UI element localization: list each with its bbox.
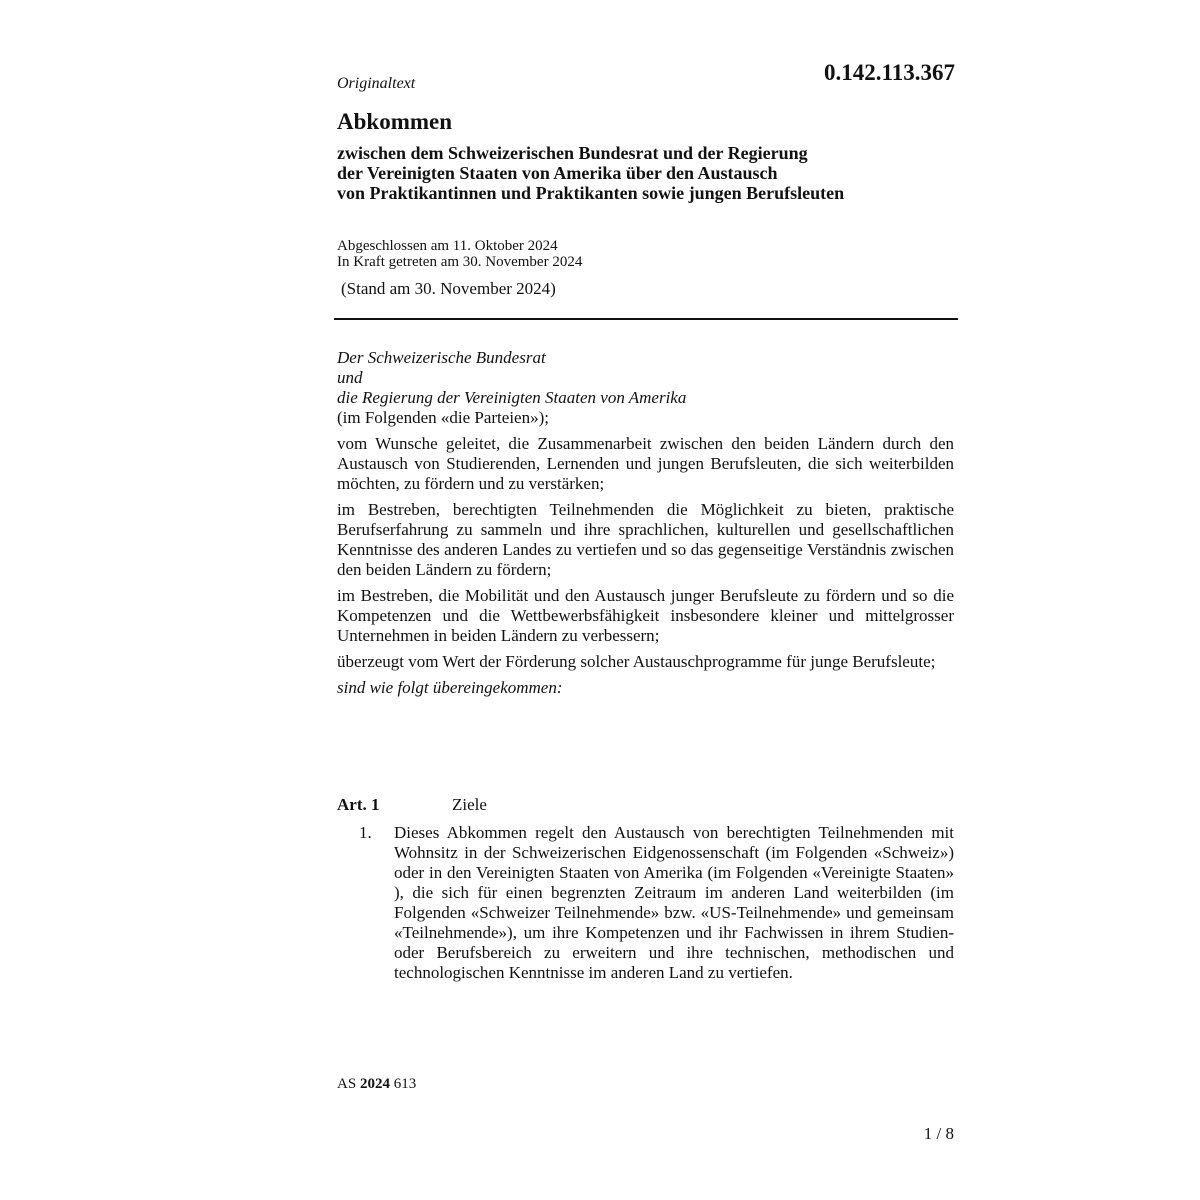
- article-title: Ziele: [452, 795, 487, 814]
- as-reference: [337, 1076, 416, 1093]
- party-us: die Regierung der Vereinigten Staaten von Amerika: [337, 388, 687, 407]
- divider-line: [334, 318, 958, 320]
- as-page: 613: [393, 1076, 417, 1092]
- item-text: Dieses Abkommen regelt den Austausch von berechtigten Teilnehmenden mit Wohnsitz in der Schweizerischen Eidgenossenschaft (im Folgenden «Schweiz») oder in den Vereinigten Staaten von Amerika (im Folgenden «Vereinigte Staaten» ), die sich für einen begrenzten Zeitraum im anderen Land weiterbilden (im Folgenden «Schweizer Teilnehmende» bzw. «US-Teilnehmende» und gemeinsam «Teilnehmende»), um ihre Kompetenzen und ihr Fachwissen in ihrem Studien- oder Berufsbereich zu erweitern und ihre technischen, methodischen und technologischen Kenntnisse im anderen Land zu vertiefen.: [394, 823, 954, 982]
- preamble-closing: sind wie folgt übereingekommen:: [337, 678, 563, 697]
- status-date: (Stand am 30. November 2024): [341, 279, 556, 298]
- party-swiss: Der Schweizerische Bundesrat: [337, 348, 546, 367]
- sr-number: 0.142.113.367: [824, 60, 955, 85]
- in-force-date: In Kraft getreten am 30. November 2024: [337, 254, 583, 270]
- article-1-item-1: [337, 823, 954, 983]
- parties-note: (im Folgenden «die Parteien»);: [337, 408, 549, 427]
- subtitle-line: zwischen dem Schweizerischen Bundesrat und der Regierung: [337, 143, 808, 163]
- document-title: Abkommen: [337, 109, 453, 134]
- article-number: Art. 1: [337, 795, 380, 814]
- item-number: 1.: [359, 823, 372, 842]
- concluded-date: Abgeschlossen am 11. Oktober 2024: [337, 238, 558, 254]
- page-indicator: 1 / 8: [923, 1124, 954, 1143]
- as-year: 2024: [359, 1076, 390, 1092]
- preamble-paragraph: im Bestreben, die Mobilität und den Austausch junger Berufsleute zu fördern und so die Kompetenzen und die Wettbewerbsfähigkeit insbesondere kleiner und mittelgrosser Unternehmen in beiden Ländern zu verbessern;: [337, 586, 954, 645]
- preamble-paragraph: überzeugt vom Wert der Förderung solcher Austauschprogramme für junge Berufsleute;: [337, 652, 936, 671]
- preamble-paragraph: im Bestreben, berechtigten Teilnehmenden die Möglichkeit zu bieten, praktische Berufserfahrung zu sammeln und ihre sprachlichen, kulturellen und gesellschaftlichen Kenntnisse des anderen Landes zu vertiefen und so das gegenseitige Verständnis zwischen den beiden Ländern zu fördern;: [337, 500, 954, 579]
- subtitle-line: von Praktikantinnen und Praktikanten sowie jungen Berufsleuten: [337, 183, 845, 203]
- dates-block: [337, 238, 582, 270]
- party-and: und: [337, 368, 363, 387]
- document-subtitle: [337, 143, 957, 203]
- preamble: [337, 348, 954, 698]
- originaltext-label: Originaltext: [337, 75, 416, 92]
- preamble-paragraph: vom Wunsche geleitet, die Zusammenarbeit zwischen den beiden Ländern durch den Austausch von Studierenden, Lernenden und jungen Berufsleuten, die sich weiterbilden möchten, zu fördern und zu verstärken;: [337, 434, 954, 493]
- as-prefix: AS: [337, 1076, 357, 1092]
- subtitle-line: der Vereinigten Staaten von Amerika über den Austausch: [337, 163, 778, 183]
